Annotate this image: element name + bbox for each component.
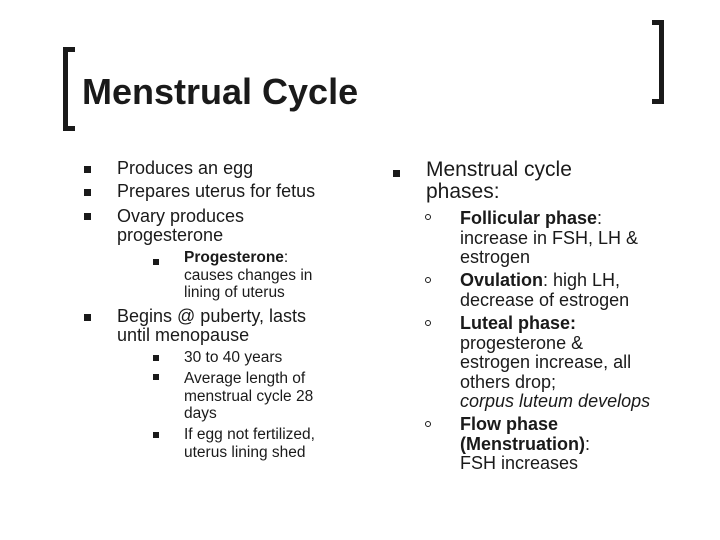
bullet-ovary-produces [117,207,244,245]
menstrual-phases-line2: phases: [426,180,500,203]
sub-bullet-square-icon [153,355,159,361]
phase-luteal-line5 [460,392,650,412]
sub-bullet-average-line2: menstrual cycle 28 [184,387,314,405]
sub-bullet-egg-not-fertilized [184,426,315,461]
sub-bullet-30-40-years: 30 to 40 years [184,349,283,366]
bullet-produces-egg: Produces an egg [117,158,254,178]
sub-bullet-circle-icon [425,214,431,220]
phase-flow-line3: FSH increases [460,453,579,473]
sub-bullet-average-line3: days [184,405,217,422]
follicular-term: Follicular phase [460,208,598,228]
phase-follicular-line1 [460,209,638,229]
bullet-begins-line2: until menopause [117,325,250,345]
sub-bullet-circle-icon [425,421,431,427]
follicular-colon: : [597,208,603,228]
phase-follicular [460,209,638,268]
sub-bullet-circle-icon [425,277,431,283]
sub-bullet-circle-icon [425,320,431,326]
title-bracket-left [63,47,75,131]
phase-luteal-line3: estrogen increase, all [460,352,632,372]
phase-follicular-line3: estrogen [460,247,531,267]
progesterone-colon: : [283,249,289,266]
sub-bullet-progesterone [184,249,312,302]
corpus-luteum-text: corpus luteum develops [460,391,651,411]
slide-title: Menstrual Cycle [82,71,359,112]
bullet-square-icon [84,189,91,196]
ovulation-rest: : high LH, [543,270,621,290]
phase-follicular-line2: increase in FSH, LH & [460,227,639,248]
bullet-square-icon [84,166,91,173]
phase-flow-line1 [460,415,590,435]
menstrual-phases-heading [426,159,572,203]
bullet-square-icon [84,314,91,321]
ovulation-term: Ovulation [460,270,544,290]
flow-term: Flow phase [460,414,559,434]
bullet-begins-puberty [117,307,306,345]
sub-bullet-egg-line1: If egg not fertilized, [184,426,315,443]
menstruation-colon: : [585,433,591,454]
phase-luteal-line2: progesterone & [460,332,584,353]
sub-bullet-progesterone-line3: lining of uterus [184,284,285,301]
bullet-square-icon [84,213,91,220]
phase-luteal-line1 [460,314,650,334]
sub-bullet-average-line1: Average length of [184,370,306,387]
bullet-square-icon [393,170,400,177]
progesterone-term: Progesterone [184,249,284,266]
bullet-ovary-line2: progesterone [117,225,224,245]
phase-luteal-line4: others drop; [460,371,557,392]
luteal-term: Luteal phase: [460,313,577,333]
bullet-ovary-line1: Ovary produces [117,206,245,226]
phase-luteal [460,314,650,412]
menstrual-phases-line1: Menstrual cycle [426,158,572,181]
phase-flow [460,415,590,474]
sub-bullet-progesterone-line2: causes changes in [184,266,313,284]
bullet-prepares-uterus: Prepares uterus for fetus [117,181,316,201]
sub-bullet-square-icon [153,432,159,438]
sub-bullet-progesterone-line1 [184,249,312,267]
phase-flow-line2 [460,435,590,455]
bullet-begins-line1: Begins @ puberty, lasts [117,306,307,326]
sub-bullet-square-icon [153,374,159,380]
title-bracket-right [652,20,664,104]
phase-ovulation-line1 [460,271,629,291]
sub-bullet-average-length [184,370,313,423]
phase-ovulation-line2: decrease of estrogen [460,289,630,310]
sub-bullet-square-icon [153,259,159,265]
phase-ovulation [460,271,629,310]
menstruation-term: (Menstruation) [460,433,585,454]
sub-bullet-egg-line2: uterus lining shed [184,443,306,461]
